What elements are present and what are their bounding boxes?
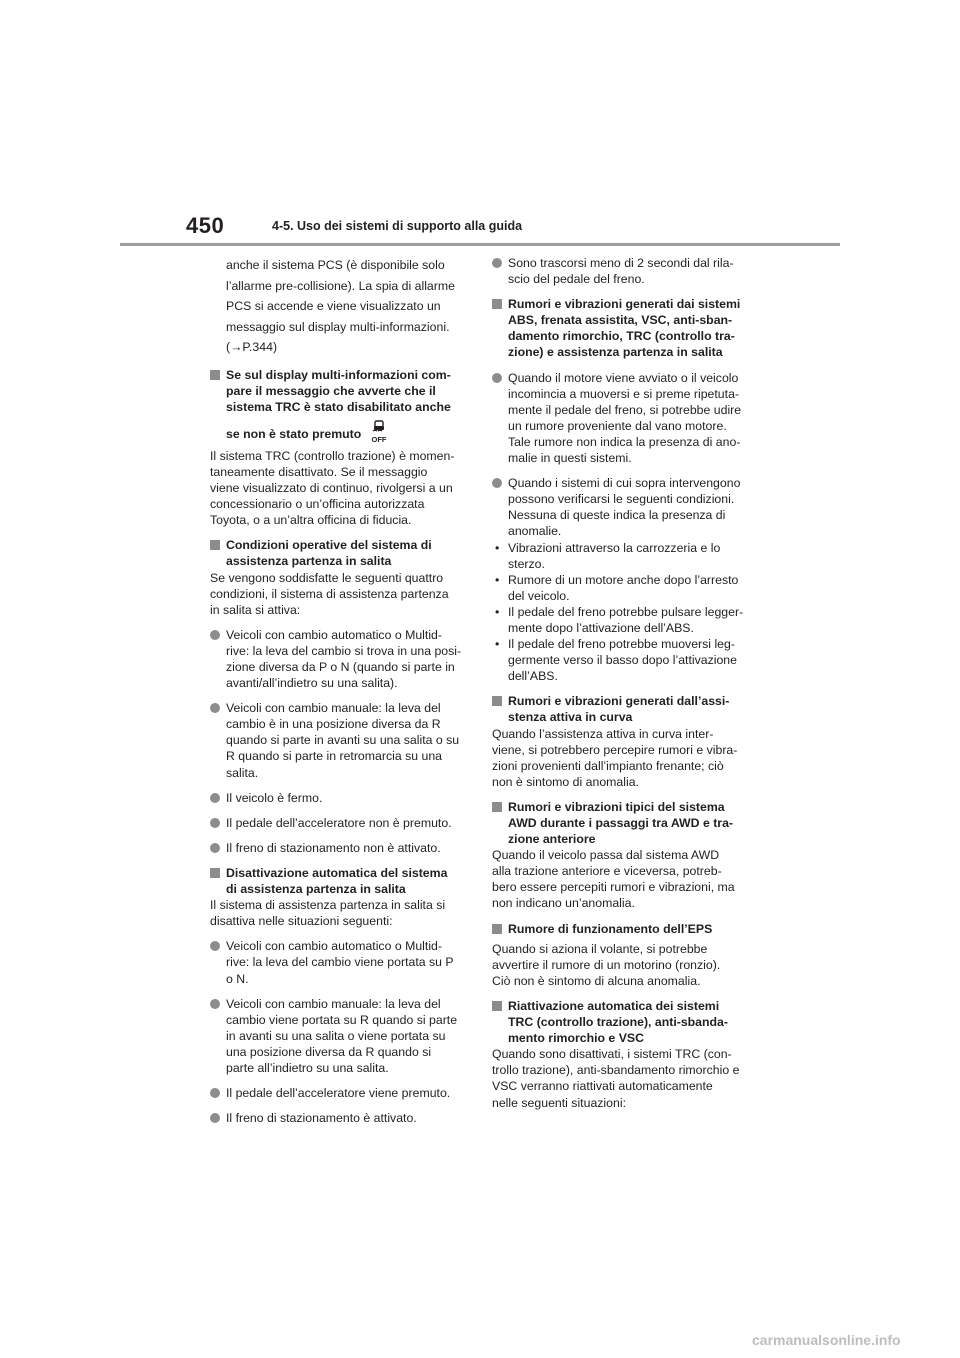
text-line: o N.	[226, 971, 249, 986]
section-heading-awd	[492, 799, 750, 847]
heading-line: di assistenza partenza in salita	[226, 882, 406, 897]
page-header	[0, 0, 960, 250]
text-line: Il pedale dell’acceleratore viene premuto.	[226, 1086, 451, 1101]
text-line: parte all’indietro su una salita.	[226, 1060, 389, 1075]
text-line: una posizione diversa da R quando si	[226, 1044, 432, 1059]
text-line: cambio è in una posizione diversa da R	[226, 717, 441, 732]
text-line: quando si parte in avanti su una salita o su	[226, 733, 460, 748]
section-heading-cornering	[492, 693, 750, 725]
circle-bullet-icon	[210, 843, 220, 853]
list-item	[210, 700, 468, 780]
right-column	[492, 255, 750, 1120]
list-item	[210, 1110, 468, 1126]
heading-line: assistenza partenza in salita	[226, 554, 392, 569]
text-line: Quando il veicolo passa dal sistema AWD	[492, 848, 720, 863]
heading-line: Disattivazione automatica del sistema	[226, 865, 448, 880]
paragraph	[492, 1046, 750, 1110]
text-line: scio del pedale del freno.	[508, 272, 645, 287]
section-heading-trc	[210, 367, 468, 448]
heading-line: Rumori e vibrazioni tipici del sistema	[508, 799, 725, 814]
text-line: Quando i sistemi di cui sopra intervengono	[508, 476, 741, 491]
square-bullet-icon	[492, 299, 502, 309]
heading-line: Rumori e vibrazioni generati dai sistemi	[508, 297, 741, 312]
list-item	[210, 815, 468, 831]
text-line: nelle seguenti situazioni:	[492, 1095, 626, 1110]
text-line: cambio viene portata su R quando si parte	[226, 1012, 458, 1027]
sub-list-item: • Il pedale del freno potrebbe muoversi leg- germente verso il basso dopo l’attivazione dell’ABS.	[492, 636, 750, 684]
text-line: concessionario o un’officina autorizzata	[210, 497, 425, 512]
text-line: rive: la leva del cambio viene portata su P	[226, 955, 454, 970]
square-bullet-icon	[210, 370, 220, 380]
text-line: rive: la leva del cambio si trova in una posi-	[226, 643, 462, 658]
text-line: Il sistema di assistenza partenza in salita si	[210, 898, 446, 913]
heading-line: Riattivazione automatica dei sistemi	[508, 998, 720, 1013]
text-line: messaggio sul display multi-informazioni.	[226, 319, 450, 334]
sub-list-item: • Vibrazioni attraverso la carrozzeria e lo sterzo.	[492, 540, 750, 572]
list-item	[210, 840, 468, 856]
text-line: Quando si aziona il volante, si potrebbe	[492, 941, 708, 956]
paragraph	[492, 726, 750, 790]
heading-line: mento rimorchio e VSC	[508, 1031, 644, 1046]
circle-bullet-icon	[210, 818, 220, 828]
text-line: in salita si attiva:	[210, 602, 301, 617]
continued-paragraph	[226, 255, 468, 358]
text-line: condizioni, il sistema di assistenza partenza	[210, 586, 449, 601]
text-line: Veicoli con cambio manuale: la leva del	[226, 996, 441, 1011]
square-bullet-icon	[492, 696, 502, 706]
list-item	[210, 996, 468, 1076]
sub-list-item: • Rumore di un motore anche dopo l’arresto del veicolo.	[492, 572, 750, 604]
circle-bullet-icon	[210, 703, 220, 713]
circle-bullet-icon	[210, 1113, 220, 1123]
list-item	[492, 255, 750, 287]
text-line: anche il sistema PCS (è disponibile solo	[226, 258, 445, 272]
section-heading-eps	[492, 921, 750, 937]
text-line: Quando sono disattivati, i sistemi TRC (con-	[492, 1047, 732, 1062]
heading-line-with-icon	[226, 420, 468, 448]
paragraph	[492, 847, 750, 911]
text-line: Tale rumore non indica la presenza di ano-	[508, 434, 741, 449]
paragraph	[210, 897, 468, 929]
text-line: sterzo.	[508, 556, 545, 571]
watermark: carmanualsonline.info	[752, 1332, 901, 1348]
paragraph	[210, 570, 468, 618]
text-line: anomalie.	[508, 524, 562, 539]
text-line: avvertire il rumore di un motorino (ronzio).	[492, 957, 721, 972]
list-item	[492, 370, 750, 467]
text-line: taneamente disattivato. Se il messaggio	[210, 464, 428, 479]
square-bullet-icon	[492, 924, 502, 934]
text-line: VSC verranno riattivati automaticamente	[492, 1079, 713, 1094]
text-line: PCS si accende e viene visualizzato un	[226, 299, 441, 313]
text-line: mente dopo l’attivazione dell’ABS.	[508, 620, 694, 635]
text-line: Il freno di stazionamento è attivato.	[226, 1111, 417, 1126]
text-line: disattiva nelle situazioni seguenti:	[210, 914, 393, 929]
text-line: Il freno di stazionamento non è attivato.	[226, 840, 441, 855]
section-title: 4-5. Uso dei sistemi di supporto alla guida	[272, 219, 523, 233]
text-line: viene visualizzato di continuo, rivolgersi a un	[210, 481, 453, 496]
text-line: in avanti su una salita o viene portata su	[226, 1028, 446, 1043]
text-line: Nessuna di queste indica la presenza di	[508, 508, 726, 523]
text-line: mente il pedale del freno, si potrebbe udire	[508, 402, 742, 417]
heading-line: Se sul display multi-informazioni com-	[226, 367, 451, 382]
text-line: viene, si potrebbero percepire rumori e vibra-	[492, 742, 738, 757]
vsc-off-icon	[369, 420, 389, 448]
text-line: germente verso il basso dopo l’attivazione	[508, 653, 737, 668]
square-bullet-icon	[210, 540, 220, 550]
text-line: R quando si parte in retromarcia su una	[226, 749, 442, 764]
list-item	[210, 627, 468, 691]
text-line: trollo trazione), anti-sbandamento rimorchio e	[492, 1063, 740, 1078]
paragraph	[492, 941, 750, 989]
heading-line: ABS, frenata assistita, VSC, anti-sban-	[508, 313, 733, 328]
text-line: Quando il motore viene avviato o il veicolo	[508, 370, 739, 385]
text-line: non indicano un’anomalia.	[492, 896, 635, 911]
left-column	[210, 255, 468, 1135]
square-bullet-icon	[492, 802, 502, 812]
text-line: Sono trascorsi meno di 2 secondi dal rila-	[508, 256, 734, 270]
section-heading-reactivation	[492, 998, 750, 1046]
text-line: malie in questi sistemi.	[508, 451, 632, 466]
heading-line: se non è stato premuto	[226, 426, 362, 441]
heading-line: AWD durante i passaggi tra AWD e tra-	[508, 816, 734, 830]
text-line: un rumore proveniente dal vano motore.	[508, 418, 727, 433]
circle-bullet-icon	[492, 373, 502, 383]
text-line: Il pedale del freno potrebbe muoversi leg-	[508, 637, 735, 652]
heading-line: pare il messaggio che avverte che il	[226, 383, 436, 398]
text-line: avanti/all’indietro su una salita).	[226, 676, 398, 691]
heading-line: damento rimorchio, TRC (controllo tra-	[508, 329, 735, 344]
circle-bullet-icon	[492, 258, 502, 268]
text-line: Se vengono soddisfatte le seguenti quattro	[210, 570, 444, 585]
text-line: Veicoli con cambio automatico o Multid-	[226, 627, 442, 642]
list-item	[492, 475, 750, 539]
circle-bullet-icon	[492, 478, 502, 488]
section-heading-conditions	[210, 537, 468, 569]
text-line: zioni provenienti dall’impianto frenante; ciò	[492, 758, 724, 773]
sub-list-item: • Il pedale del freno potrebbe pulsare legger- mente dopo l’attivazione dell’ABS.	[492, 604, 750, 636]
text-line: Ciò non è sintomo di alcuna anomalia.	[492, 973, 701, 988]
text-line: zione diversa da P o N (quando si parte in	[226, 660, 455, 674]
icon-label: OFF	[371, 434, 387, 444]
text-line: alla trazione anteriore e viceversa, potreb-	[492, 864, 722, 879]
heading-line: Rumori e vibrazioni generati dall’assi-	[508, 694, 730, 709]
section-heading-deactivation	[210, 865, 468, 897]
list-item	[210, 1085, 468, 1101]
text-line: Vibrazioni attraverso la carrozzeria e lo	[508, 540, 721, 555]
heading-line: stenza attiva in curva	[508, 710, 633, 725]
text-line: Veicoli con cambio automatico o Multid-	[226, 939, 442, 954]
heading-line: zione anteriore	[508, 832, 596, 847]
text-line: Quando l’assistenza attiva in curva inter-	[492, 726, 714, 741]
text-line: possono verificarsi le seguenti condizioni.	[508, 492, 735, 507]
square-bullet-icon	[210, 868, 220, 878]
text-line: l’allarme pre-collisione). La spia di allarme	[226, 278, 455, 293]
circle-bullet-icon	[210, 941, 220, 951]
heading-line: sistema TRC è stato disabilitato anche	[226, 399, 451, 414]
circle-bullet-icon	[210, 999, 220, 1009]
text-line: salita.	[226, 765, 259, 780]
text-line: Il pedale del freno potrebbe pulsare legger-	[508, 604, 744, 619]
heading-line: zione) e assistenza partenza in salita	[508, 345, 723, 360]
text-line: Veicoli con cambio manuale: la leva del	[226, 701, 441, 716]
text-line: del veicolo.	[508, 588, 570, 603]
paragraph	[210, 448, 468, 528]
circle-bullet-icon	[210, 1088, 220, 1098]
text-line: Il veicolo è fermo.	[226, 790, 323, 805]
text-line: Rumore di un motore anche dopo l’arresto	[508, 572, 739, 587]
text-line: incomincia a muoversi e si preme ripetuta-	[508, 386, 739, 401]
heading-line: Rumore di funzionamento dell’EPS	[508, 921, 713, 936]
list-item	[210, 790, 468, 806]
square-bullet-icon	[492, 1001, 502, 1011]
circle-bullet-icon	[210, 630, 220, 640]
header-rule	[120, 243, 840, 246]
list-item	[210, 938, 468, 986]
text-line: Toyota, o a un’altra officina di fiducia.	[210, 513, 412, 528]
page-number: 450	[186, 213, 225, 238]
heading-line: TRC (controllo trazione), anti-sbanda-	[508, 1015, 728, 1030]
heading-line: Condizioni operative del sistema di	[226, 538, 432, 553]
text-line: bero essere percepiti rumori e vibrazioni, ma	[492, 880, 735, 895]
text-line: Il sistema TRC (controllo trazione) è momen-	[210, 448, 455, 463]
section-heading-noise	[492, 296, 750, 360]
text-line: non è sintomo di anomalia.	[492, 774, 639, 789]
page-reference: (→P.344)	[226, 340, 278, 354]
circle-bullet-icon	[210, 793, 220, 803]
text-line: Il pedale dell’acceleratore non è premuto.	[226, 815, 452, 830]
text-line: dell’ABS.	[508, 669, 558, 684]
